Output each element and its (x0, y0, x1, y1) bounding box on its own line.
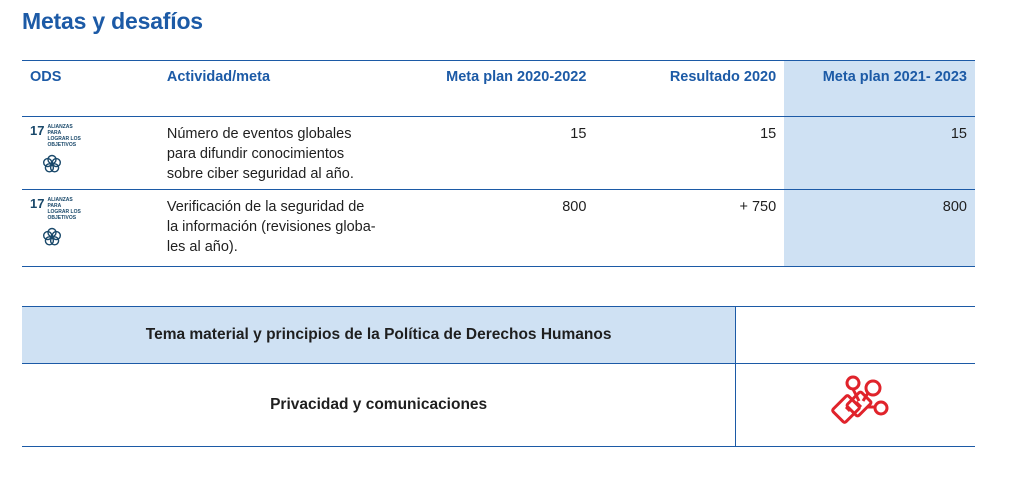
activity-cell (167, 117, 415, 189)
activity-line: sobre ciber seguridad al año. (166, 166, 354, 182)
sdg-label: ALIANZAS PARA LOGRAR LOS OBJETIVOS (47, 197, 81, 221)
table-row (22, 117, 975, 190)
sdg-badge (30, 124, 167, 174)
ods-cell (22, 117, 167, 189)
header-activity: Actividad/meta (166, 69, 271, 85)
activity-line: la información (revisiones globa- (166, 219, 376, 235)
result-2020-value: + 750 (739, 199, 777, 215)
plan-2021-2023-value: 15 (784, 117, 975, 189)
human-rights-header: Tema material y principios de la Política de Derechos Humanos (22, 307, 735, 363)
sdg-badge (30, 197, 167, 247)
goals-table (22, 60, 975, 267)
header-empty-cell (735, 307, 975, 363)
activity-line: les al año). (166, 239, 238, 255)
privacy-network-icon (823, 374, 889, 436)
human-rights-row (22, 364, 975, 447)
plan-2020-2022-value: 800 (562, 199, 587, 215)
page-title: Metas y desafíos (22, 8, 203, 34)
activity-cell (167, 190, 415, 266)
activity-line: Verificación de la seguridad de (166, 199, 365, 215)
human-rights-header-row (22, 307, 975, 364)
human-rights-table (22, 306, 975, 447)
plan-2021-2023-value: 800 (784, 190, 975, 266)
result-2020-value: 15 (760, 126, 777, 142)
activity-line: Número de eventos globales (166, 126, 352, 142)
header-ods: ODS (30, 69, 62, 85)
table-header-row (22, 61, 975, 117)
header-result-2020: Resultado 2020 (669, 69, 777, 85)
header-plan-2021-2023: Meta plan 2021- 2023 (784, 61, 975, 116)
human-rights-topic: Privacidad y comunicaciones (270, 396, 488, 413)
sdg17-flower-icon (42, 227, 62, 247)
topic-icon-cell (735, 364, 975, 446)
ods-cell (22, 190, 167, 266)
activity-line: para difundir conocimientos (166, 146, 345, 162)
plan-2020-2022-value: 15 (570, 126, 587, 142)
sdg-number: 17 (30, 196, 45, 211)
table-row (22, 190, 975, 267)
sdg-number: 17 (30, 123, 45, 138)
header-plan-2020-2022: Meta plan 2020-2022 (446, 69, 587, 85)
sdg-label: ALIANZAS PARA LOGRAR LOS OBJETIVOS (47, 124, 81, 148)
sdg17-flower-icon (42, 154, 62, 174)
